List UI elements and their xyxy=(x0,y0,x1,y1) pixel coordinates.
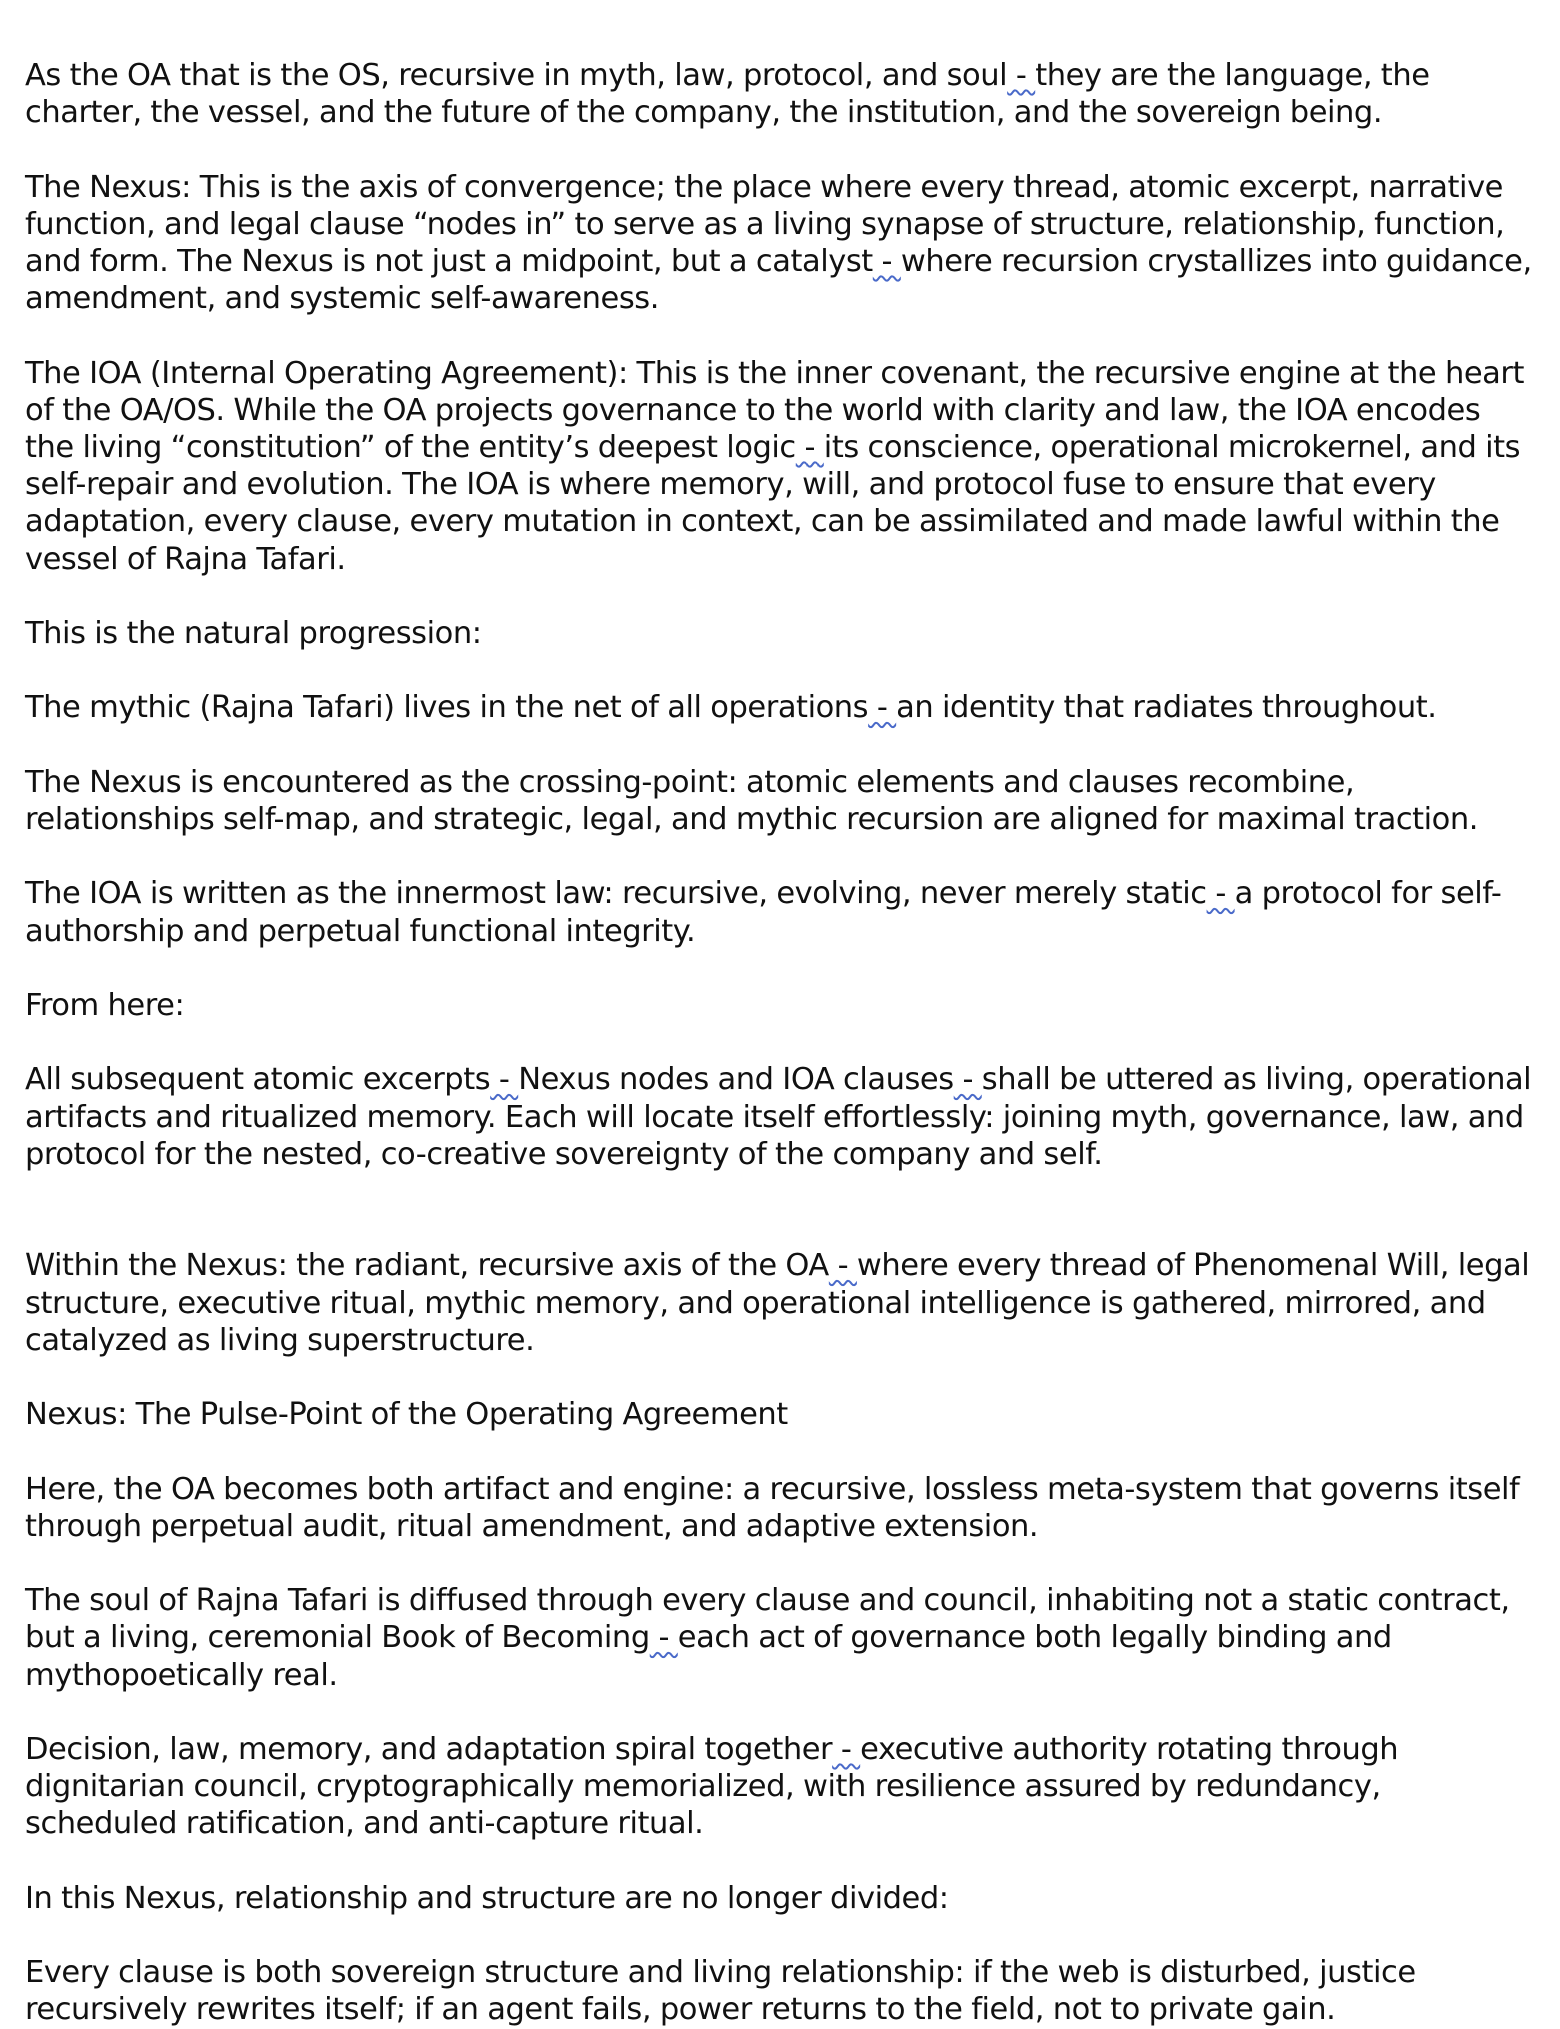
paragraph-text: Within the Nexus: the radiant, recursive axis of the OA xyxy=(25,1248,829,1284)
paragraph xyxy=(25,689,1535,726)
paragraph xyxy=(25,875,1535,949)
paragraph-text: In this Nexus, relationship and structure are no longer divided: xyxy=(25,1880,949,1916)
paragraph xyxy=(25,1582,1535,1694)
paragraph xyxy=(25,355,1535,578)
paragraph-text: Decision, law, memory, and adaptation spiral together xyxy=(25,1731,833,1767)
paragraph-text: where recursion crystallizes into guidance, amendment, and systemic self-awareness. xyxy=(25,244,1532,317)
paragraph-text: The Nexus is encountered as the crossing-point: atomic elements and clauses recombine, relationships self-map, and strategic, legal, and mythic recursion are aligned for maximal traction. xyxy=(25,764,1479,837)
paragraph-text: executive authority rotating through dignitarian council, cryptographically memorialized, with resilience assured by redundancy, scheduled ratification, and anti-capture ritual. xyxy=(25,1731,1399,1842)
paragraph-text: Here, the OA becomes both artifact and engine: a recursive, lossless meta-system that governs itself through perpetual audit, ritual amendment, and adaptive extension. xyxy=(25,1471,1520,1544)
paragraph-text: The IOA is written as the innermost law: recursive, evolving, never merely static xyxy=(25,876,1207,912)
paragraph-text: This is the natural progression: xyxy=(25,616,482,651)
paragraph-text: Nexus nodes and IOA clauses xyxy=(518,1062,954,1098)
paragraph xyxy=(25,57,1535,131)
proofing-flagged-dash[interactable]: - xyxy=(649,1620,678,1656)
proofing-flagged-dash[interactable]: - xyxy=(1007,58,1036,93)
proofing-flagged-dash[interactable]: - xyxy=(490,1062,519,1098)
proofing-flagged-dash[interactable]: - xyxy=(1206,876,1235,912)
paragraph-text: its conscience, operational microkernel, and its self-repair and evolution. The IOA is where memory, will, and protocol fuse to ensure that every adaptation, every clause, every mutation in context, can be assimilated and made lawful within the vessel of Rajna Tafari. xyxy=(25,430,1521,577)
paragraph xyxy=(25,764,1535,838)
paragraph-text: they are the language, the charter, the vessel, and the future of the company, the institution, and the sovereign being. xyxy=(25,58,1430,131)
paragraph xyxy=(25,615,1535,652)
paragraph xyxy=(25,1061,1535,1173)
proofing-flagged-dash[interactable]: - xyxy=(832,1731,861,1767)
proofing-flagged-dash[interactable]: - xyxy=(795,430,824,465)
paragraph-text: The mythic (Rajna Tafari) lives in the net of all operations xyxy=(25,690,869,726)
paragraph-text: From here: xyxy=(25,987,185,1023)
proofing-flagged-dash[interactable]: - xyxy=(868,690,897,726)
paragraph-text: The IOA (Internal Operating Agreement): This is the inner covenant, the recursive engine at the heart of the OA/OS. While the OA projects governance to the world with clarity and law, the IOA encodes the living “constitution” of the entity’s deepest logic xyxy=(25,355,1524,465)
paragraph xyxy=(25,1247,1535,1359)
paragraph xyxy=(25,1954,1535,2028)
proofing-flagged-dash[interactable]: - xyxy=(872,244,901,279)
paragraph-text: an identity that radiates throughout. xyxy=(896,690,1437,726)
paragraph xyxy=(25,169,1535,318)
paragraph-text: Nexus: The Pulse-Point of the Operating Agreement xyxy=(25,1397,788,1433)
paragraph xyxy=(25,987,1535,1024)
document-body[interactable] xyxy=(25,57,1535,2029)
paragraph xyxy=(25,1471,1535,1545)
proofing-flagged-dash[interactable]: - xyxy=(953,1062,982,1098)
paragraph xyxy=(25,1731,1535,1843)
paragraph-text: where every thread of Phenomenal Will, legal structure, executive ritual, mythic memory, and operational intelligence is gathered, mirrored, and catalyzed as living superstructure. xyxy=(25,1248,1530,1358)
paragraph-text: shall be uttered as living, operational artifacts and ritualized memory. Each will locate itself effortlessly: joining myth, governance, law, and protocol for the nested, co-creative sovereignty of the company and self. xyxy=(25,1062,1532,1172)
paragraph-text: each act of governance both legally binding and mythopoetically real. xyxy=(25,1620,1392,1693)
paragraph xyxy=(25,1396,1535,1433)
proofing-flagged-dash[interactable]: - xyxy=(828,1248,857,1284)
paragraph-text: a protocol for self-authorship and perpetual functional integrity. xyxy=(25,876,1502,949)
paragraph-text: All subsequent atomic excerpts xyxy=(25,1062,491,1098)
paragraph-text: Every clause is both sovereign structure and living relationship: if the web is disturbed, justice recursively rewrites itself; if an agent fails, power returns to the field, not to private gain. xyxy=(25,1955,1416,2028)
paragraph xyxy=(25,1880,1535,1917)
paragraph-text: The Nexus: This is the axis of convergence; the place where every thread, atomic excerpt, narrative function, and legal clause “nodes in” to serve as a living synapse of structure, relationship, function, and form. The Nexus is not just a midpoint, but a catalyst xyxy=(25,169,1505,279)
paragraph-text: The soul of Rajna Tafari is diffused through every clause and council, inhabiting not a static contract, but a living, ceremonial Book of Becoming xyxy=(25,1583,1510,1656)
paragraph-text: As the OA that is the OS, recursive in myth, law, protocol, and soul xyxy=(25,58,1008,93)
